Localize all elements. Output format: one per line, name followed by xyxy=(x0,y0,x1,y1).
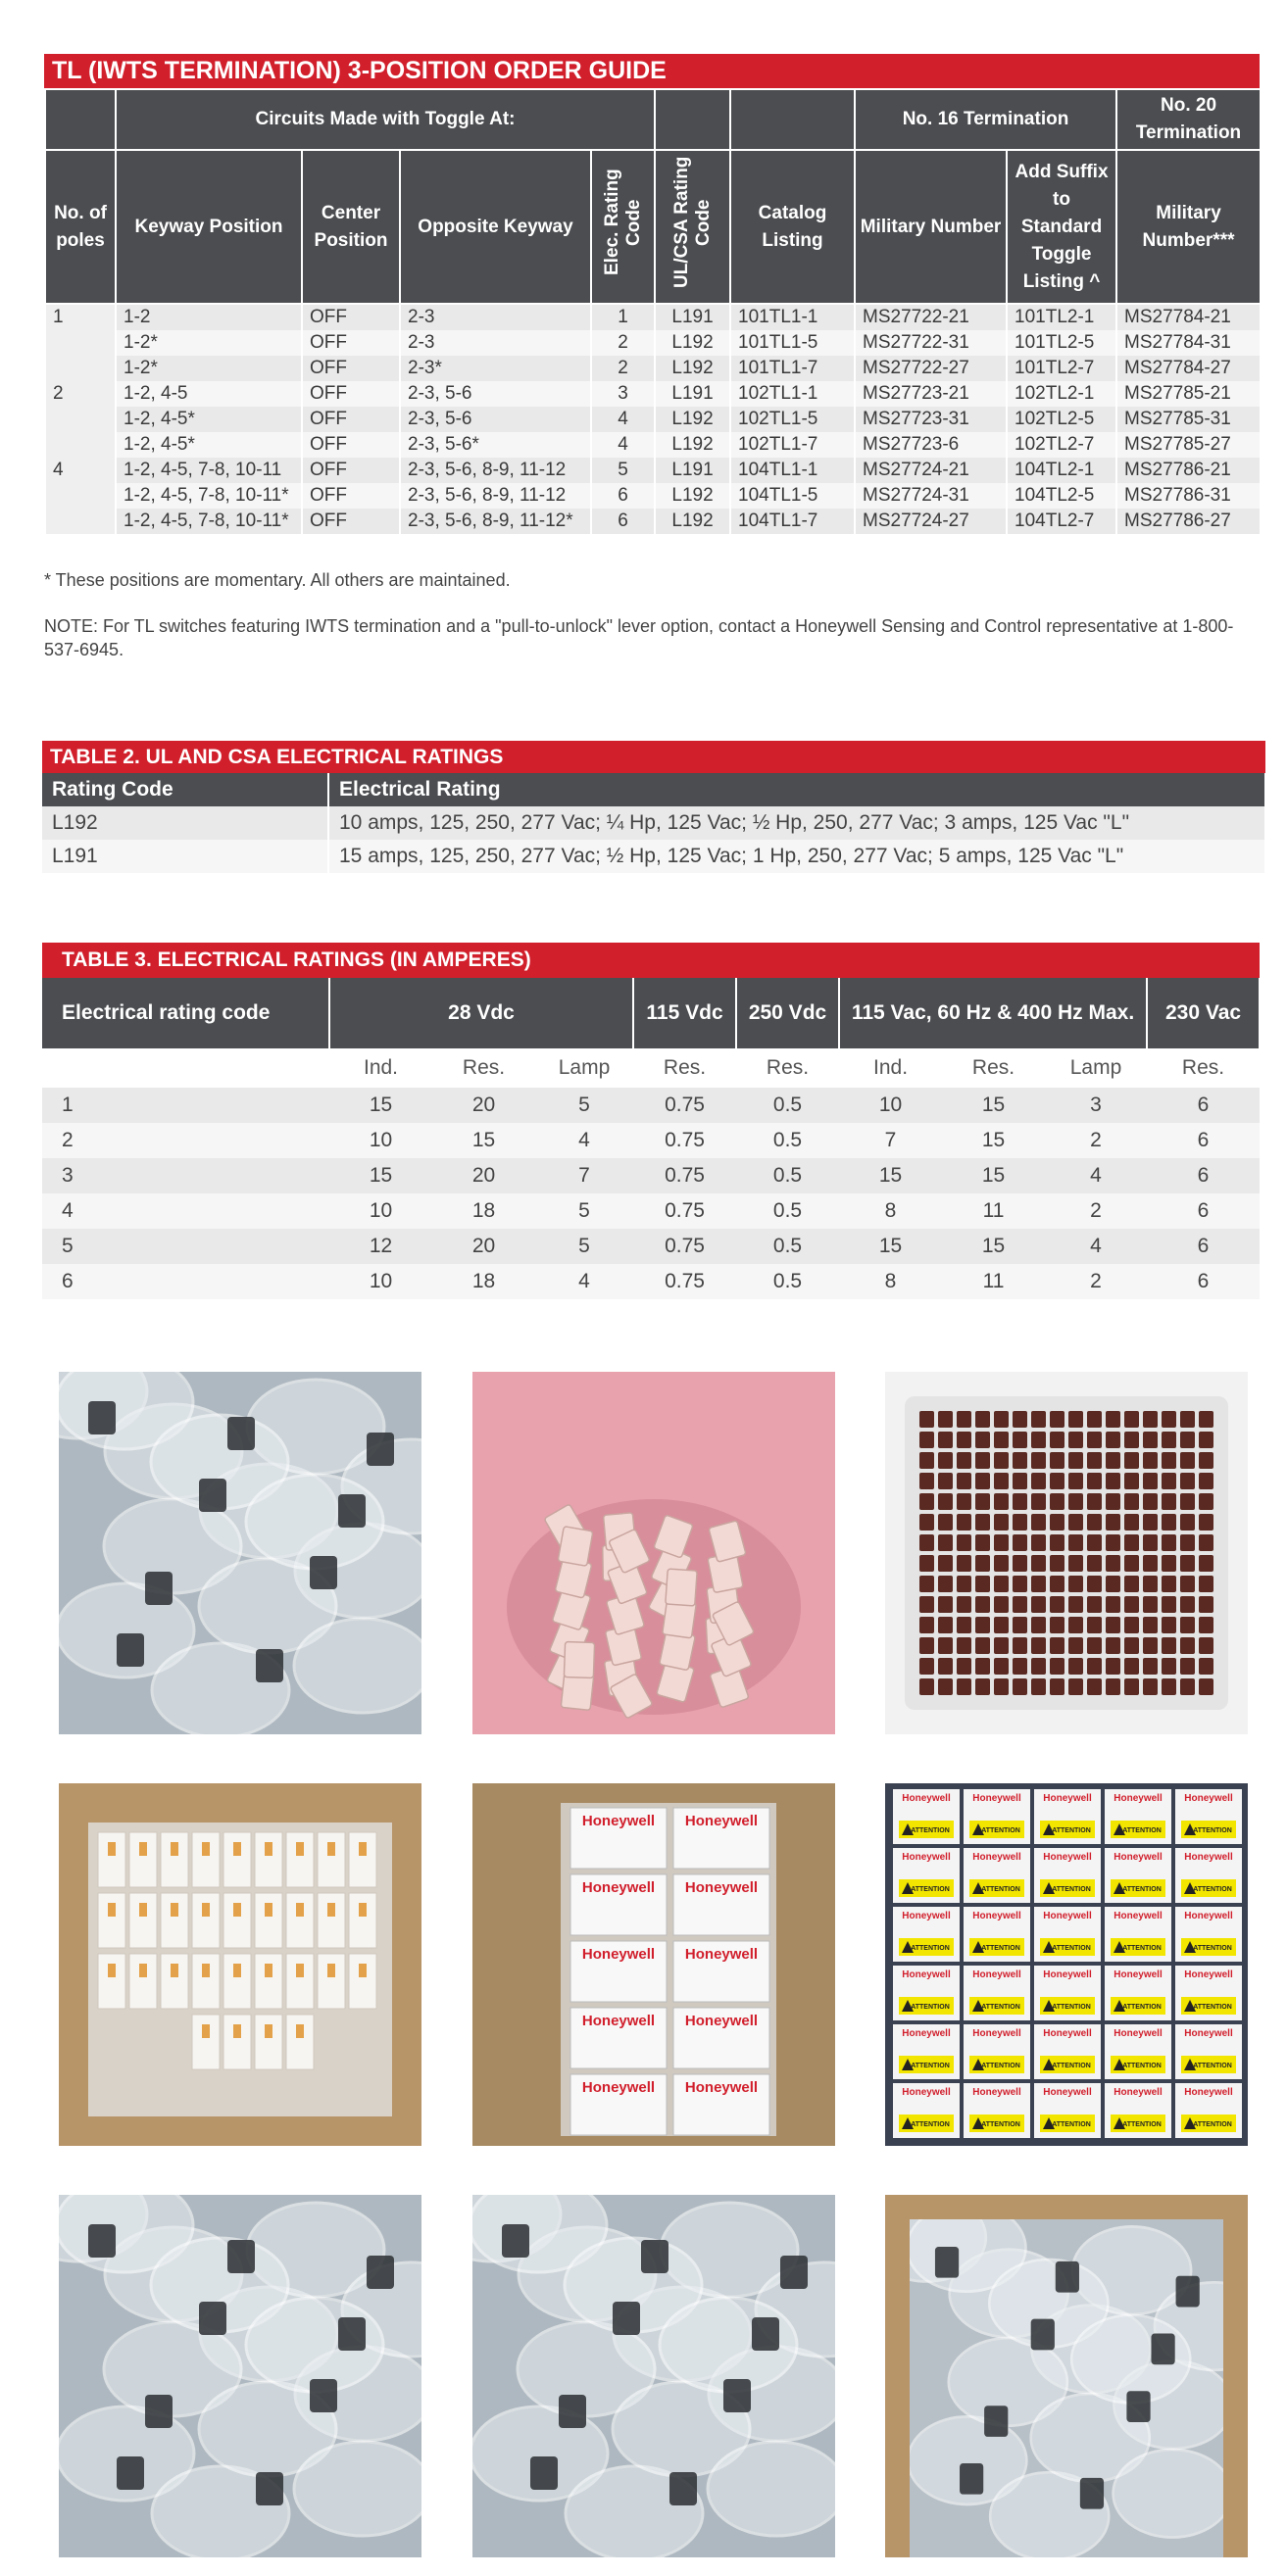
amperes-cell: 2 xyxy=(1045,1264,1147,1299)
photo-bagged-switches-1 xyxy=(59,1372,421,1734)
amperes-cell: 6 xyxy=(1147,1158,1260,1193)
svg-text:Honeywell: Honeywell xyxy=(581,2013,656,2029)
amperes-cell: 15 xyxy=(839,1229,942,1264)
elec-rating-cell: 2 xyxy=(591,330,655,356)
table-row xyxy=(42,1229,1260,1264)
svg-text:Honeywell: Honeywell xyxy=(1043,1911,1092,1921)
electrical-rating-cell: 10 amps, 125, 250, 277 Vac; ¼ Hp, 125 Vac; ½ Hp, 250, 277 Vac; 3 amps, 125 Vac "L" xyxy=(328,806,1265,840)
photo-white-boxes-carton xyxy=(59,1783,421,2146)
blank-header xyxy=(45,89,116,150)
svg-text:ATTENTION: ATTENTION xyxy=(1122,2063,1162,2069)
amperes-cell: 11 xyxy=(942,1193,1045,1229)
amperes-cell: 0.75 xyxy=(633,1158,736,1193)
elec-rating-cell: 4 xyxy=(591,432,655,458)
amperes-cell: 0.5 xyxy=(736,1123,839,1158)
ul-csa-ratings-table xyxy=(42,773,1266,873)
svg-text:Honeywell: Honeywell xyxy=(1184,1793,1233,1804)
subheader-cell: Res. xyxy=(633,1048,736,1088)
col-115vac: 115 Vac, 60 Hz & 400 Hz Max. xyxy=(839,978,1147,1048)
no20-group-header: No. 20 Termination xyxy=(1116,89,1261,150)
ul-csa-cell: L192 xyxy=(655,509,730,534)
amperes-cell: 6 xyxy=(1147,1264,1260,1299)
amperes-cell: 4 xyxy=(1045,1158,1147,1193)
rating-code-cell: 2 xyxy=(42,1123,329,1158)
svg-text:ATTENTION: ATTENTION xyxy=(911,1827,950,1834)
opposite-cell: 2-3, 5-6 xyxy=(400,407,591,432)
svg-text:ATTENTION: ATTENTION xyxy=(1122,2004,1162,2011)
svg-text:Honeywell: Honeywell xyxy=(1043,1852,1092,1863)
amperes-cell: 4 xyxy=(1045,1229,1147,1264)
svg-text:Honeywell: Honeywell xyxy=(1114,1969,1163,1980)
svg-text:Honeywell: Honeywell xyxy=(1184,1852,1233,1863)
table-row xyxy=(45,458,1261,483)
subheader-cell: Ind. xyxy=(329,1048,432,1088)
svg-text:Honeywell: Honeywell xyxy=(1184,2028,1233,2039)
keyway-cell: 1-2, 4-5, 7-8, 10-11 xyxy=(116,458,302,483)
elec-rating-cell: 4 xyxy=(591,407,655,432)
ul-csa-cell: L192 xyxy=(655,330,730,356)
suffix-cell: 104TL2-5 xyxy=(1007,483,1116,509)
opposite-cell: 2-3 xyxy=(400,304,591,330)
svg-text:Honeywell: Honeywell xyxy=(1114,2087,1163,2098)
military20-cell: MS27785-21 xyxy=(1116,381,1261,407)
elec-rating-cell: 6 xyxy=(591,483,655,509)
amperes-cell: 0.75 xyxy=(633,1229,736,1264)
subheader-cell: Ind. xyxy=(839,1048,942,1088)
col-250vdc: 250 Vdc xyxy=(736,978,839,1048)
svg-text:Honeywell: Honeywell xyxy=(902,2028,951,2039)
center-cell: OFF xyxy=(302,356,400,381)
col-suffix: Add Suffix to Standard Toggle Listing ^ xyxy=(1007,150,1116,304)
col-electrical-rating: Electrical Rating xyxy=(328,773,1265,806)
suffix-cell: 104TL2-1 xyxy=(1007,458,1116,483)
svg-text:ATTENTION: ATTENTION xyxy=(981,1827,1020,1834)
svg-text:ATTENTION: ATTENTION xyxy=(911,1945,950,1952)
svg-text:ATTENTION: ATTENTION xyxy=(1052,1945,1091,1952)
military16-cell: MS27723-21 xyxy=(855,381,1007,407)
amperes-cell: 0.75 xyxy=(633,1193,736,1229)
suffix-cell: 101TL2-5 xyxy=(1007,330,1116,356)
ul-csa-cell: L191 xyxy=(655,458,730,483)
svg-text:ATTENTION: ATTENTION xyxy=(911,2063,950,2069)
svg-text:ATTENTION: ATTENTION xyxy=(1193,2004,1232,2011)
amperes-cell: 20 xyxy=(432,1088,535,1123)
svg-text:Honeywell: Honeywell xyxy=(581,1946,656,1963)
military16-cell: MS27724-27 xyxy=(855,509,1007,534)
amperes-cell: 15 xyxy=(942,1229,1045,1264)
blank-header xyxy=(730,89,855,150)
keyway-cell: 1-2 xyxy=(116,304,302,330)
table-row xyxy=(45,407,1261,432)
rating-code-cell: 6 xyxy=(42,1264,329,1299)
rating-code-cell: L191 xyxy=(42,840,328,873)
ul-csa-cell: L191 xyxy=(655,304,730,330)
svg-text:ATTENTION: ATTENTION xyxy=(981,2063,1020,2069)
amperes-cell: 0.75 xyxy=(633,1264,736,1299)
suffix-cell: 104TL2-7 xyxy=(1007,509,1116,534)
svg-text:Honeywell: Honeywell xyxy=(1043,1969,1092,1980)
svg-text:Honeywell: Honeywell xyxy=(684,1813,759,1829)
subheader-cell: Res. xyxy=(942,1048,1045,1088)
svg-text:ATTENTION: ATTENTION xyxy=(911,2121,950,2128)
poles-cell: 4 xyxy=(45,458,116,534)
svg-text:Honeywell: Honeywell xyxy=(972,1852,1021,1863)
catalog-cell: 104TL1-1 xyxy=(730,458,855,483)
catalog-cell: 101TL1-5 xyxy=(730,330,855,356)
amperes-cell: 6 xyxy=(1147,1123,1260,1158)
catalog-cell: 102TL1-5 xyxy=(730,407,855,432)
svg-text:ATTENTION: ATTENTION xyxy=(1052,2004,1091,2011)
table-row xyxy=(42,1193,1260,1229)
amperes-cell: 6 xyxy=(1147,1229,1260,1264)
table-row xyxy=(45,483,1261,509)
military20-cell: MS27785-31 xyxy=(1116,407,1261,432)
col-military16: Military Number xyxy=(855,150,1007,304)
svg-text:ATTENTION: ATTENTION xyxy=(911,1886,950,1893)
svg-text:ATTENTION: ATTENTION xyxy=(1193,1945,1232,1952)
military16-cell: MS27723-6 xyxy=(855,432,1007,458)
table-row xyxy=(42,840,1265,873)
table-row xyxy=(42,1158,1260,1193)
photo-brown-relay-tray xyxy=(885,1372,1248,1734)
ul-csa-cell: L192 xyxy=(655,356,730,381)
order-guide-table xyxy=(44,88,1262,534)
svg-text:Honeywell: Honeywell xyxy=(1114,2028,1163,2039)
amperes-cell: 5 xyxy=(535,1193,633,1229)
amperes-cell: 18 xyxy=(432,1264,535,1299)
rating-code-cell: 4 xyxy=(42,1193,329,1229)
opposite-cell: 2-3, 5-6* xyxy=(400,432,591,458)
svg-text:Honeywell: Honeywell xyxy=(902,1852,951,1863)
center-cell: OFF xyxy=(302,304,400,330)
photo-pink-connectors xyxy=(472,1372,835,1734)
photo-bagged-switches-3 xyxy=(472,2195,835,2557)
svg-text:Honeywell: Honeywell xyxy=(1114,1911,1163,1921)
table-row xyxy=(45,509,1261,534)
table-row xyxy=(42,1088,1260,1123)
keyway-cell: 1-2* xyxy=(116,330,302,356)
svg-text:Honeywell: Honeywell xyxy=(581,1813,656,1829)
military20-cell: MS27786-27 xyxy=(1116,509,1261,534)
amperes-cell: 15 xyxy=(942,1158,1045,1193)
svg-text:ATTENTION: ATTENTION xyxy=(1193,1827,1232,1834)
svg-text:Honeywell: Honeywell xyxy=(972,1969,1021,1980)
suffix-cell: 101TL2-1 xyxy=(1007,304,1116,330)
keyway-cell: 1-2, 4-5, 7-8, 10-11* xyxy=(116,483,302,509)
rating-code-cell: L192 xyxy=(42,806,328,840)
amperes-cell: 0.75 xyxy=(633,1123,736,1158)
center-cell: OFF xyxy=(302,381,400,407)
amperes-cell: 8 xyxy=(839,1264,942,1299)
svg-text:Honeywell: Honeywell xyxy=(1114,1793,1163,1804)
col-keyway: Keyway Position xyxy=(116,150,302,304)
military16-cell: MS27722-31 xyxy=(855,330,1007,356)
amperes-cell: 0.5 xyxy=(736,1158,839,1193)
subheader-cell: Res. xyxy=(432,1048,535,1088)
svg-text:ATTENTION: ATTENTION xyxy=(1193,1886,1232,1893)
amperes-cell: 8 xyxy=(839,1193,942,1229)
svg-text:Honeywell: Honeywell xyxy=(902,1911,951,1921)
electrical-rating-cell: 15 amps, 125, 250, 277 Vac; ½ Hp, 125 Vac; 1 Hp, 250, 277 Vac; 5 amps, 125 Vac "L" xyxy=(328,840,1265,873)
amperes-cell: 15 xyxy=(942,1088,1045,1123)
col-elec-rating: Elec. Rating Code xyxy=(591,150,655,304)
col-ul-csa: UL/CSA Rating Code xyxy=(655,150,730,304)
amperes-cell: 20 xyxy=(432,1229,535,1264)
center-cell: OFF xyxy=(302,432,400,458)
catalog-cell: 102TL1-1 xyxy=(730,381,855,407)
svg-text:ATTENTION: ATTENTION xyxy=(1122,1886,1162,1893)
table-row xyxy=(42,1264,1260,1299)
rating-code-cell: 3 xyxy=(42,1158,329,1193)
opposite-cell: 2-3, 5-6, 8-9, 11-12 xyxy=(400,483,591,509)
keyway-cell: 1-2, 4-5 xyxy=(116,381,302,407)
svg-text:Honeywell: Honeywell xyxy=(684,2013,759,2029)
amperes-cell: 5 xyxy=(535,1229,633,1264)
table3-title: TABLE 3. ELECTRICAL RATINGS (IN AMPERES) xyxy=(42,943,1260,978)
ul-csa-cell: L192 xyxy=(655,483,730,509)
electrical-ratings-body xyxy=(42,1048,1260,1299)
pull-to-unlock-note: NOTE: For TL switches featuring IWTS termination and a "pull-to-unlock" lever option, contact a Honeywell Sensing and Control representative at 1-800-537-6945. xyxy=(44,616,1234,659)
military16-cell: MS27724-31 xyxy=(855,483,1007,509)
center-cell: OFF xyxy=(302,458,400,483)
col-military20: Military Number*** xyxy=(1116,150,1261,304)
photo-bagged-switches-carton xyxy=(885,2195,1248,2557)
keyway-cell: 1-2, 4-5* xyxy=(116,407,302,432)
center-cell: OFF xyxy=(302,407,400,432)
svg-text:Honeywell: Honeywell xyxy=(902,1969,951,1980)
svg-text:Honeywell: Honeywell xyxy=(581,1879,656,1896)
svg-text:Honeywell: Honeywell xyxy=(1043,2028,1092,2039)
amperes-cell: 10 xyxy=(329,1123,432,1158)
amperes-cell: 15 xyxy=(432,1123,535,1158)
opposite-cell: 2-3, 5-6, 8-9, 11-12 xyxy=(400,458,591,483)
suffix-cell: 101TL2-7 xyxy=(1007,356,1116,381)
svg-text:ATTENTION: ATTENTION xyxy=(1052,1886,1091,1893)
military16-cell: MS27722-21 xyxy=(855,304,1007,330)
col-230vac: 230 Vac xyxy=(1147,978,1260,1048)
subheader-cell xyxy=(42,1048,329,1088)
svg-text:Honeywell: Honeywell xyxy=(972,2087,1021,2098)
svg-text:ATTENTION: ATTENTION xyxy=(911,2004,950,2011)
center-cell: OFF xyxy=(302,330,400,356)
svg-text:Honeywell: Honeywell xyxy=(1114,1852,1163,1863)
ul-csa-cell: L192 xyxy=(655,432,730,458)
ul-csa-cell: L192 xyxy=(655,407,730,432)
col-center: Center Position xyxy=(302,150,400,304)
opposite-cell: 2-3 xyxy=(400,330,591,356)
center-cell: OFF xyxy=(302,509,400,534)
svg-text:ATTENTION: ATTENTION xyxy=(1193,2063,1232,2069)
suffix-cell: 102TL2-5 xyxy=(1007,407,1116,432)
amperes-cell: 0.5 xyxy=(736,1229,839,1264)
subheader-cell: Res. xyxy=(1147,1048,1260,1088)
svg-text:Honeywell: Honeywell xyxy=(684,2079,759,2096)
col-opposite: Opposite Keyway xyxy=(400,150,591,304)
electrical-ratings-amperes-table xyxy=(42,978,1261,1299)
col-rating-code: Rating Code xyxy=(42,773,328,806)
svg-text:ATTENTION: ATTENTION xyxy=(1052,1827,1091,1834)
amperes-cell: 7 xyxy=(535,1158,633,1193)
svg-text:Honeywell: Honeywell xyxy=(1043,1793,1092,1804)
no16-group-header: No. 16 Termination xyxy=(855,89,1116,150)
amperes-cell: 7 xyxy=(839,1123,942,1158)
svg-text:Honeywell: Honeywell xyxy=(1043,2087,1092,2098)
elec-rating-cell: 3 xyxy=(591,381,655,407)
opposite-cell: 2-3, 5-6, 8-9, 11-12* xyxy=(400,509,591,534)
svg-text:Honeywell: Honeywell xyxy=(684,1946,759,1963)
subheader-cell: Lamp xyxy=(535,1048,633,1088)
subheader-cell: Res. xyxy=(736,1048,839,1088)
rating-code-cell: 5 xyxy=(42,1229,329,1264)
suffix-cell: 102TL2-1 xyxy=(1007,381,1116,407)
svg-text:ATTENTION: ATTENTION xyxy=(1122,1827,1162,1834)
svg-text:ATTENTION: ATTENTION xyxy=(981,1886,1020,1893)
table1-title: TL (IWTS TERMINATION) 3-POSITION ORDER GUIDE xyxy=(44,54,1260,88)
table-row xyxy=(45,304,1261,330)
amperes-cell: 15 xyxy=(329,1088,432,1123)
military20-cell: MS27784-21 xyxy=(1116,304,1261,330)
amperes-cell: 12 xyxy=(329,1229,432,1264)
amperes-cell: 0.75 xyxy=(633,1088,736,1123)
elec-rating-cell: 6 xyxy=(591,509,655,534)
amperes-cell: 15 xyxy=(329,1158,432,1193)
table-row xyxy=(45,432,1261,458)
svg-text:ATTENTION: ATTENTION xyxy=(1193,2121,1232,2128)
table-row xyxy=(42,806,1265,840)
amperes-cell: 2 xyxy=(1045,1193,1147,1229)
svg-text:Honeywell: Honeywell xyxy=(1184,1969,1233,1980)
amperes-cell: 15 xyxy=(839,1158,942,1193)
amperes-cell: 4 xyxy=(535,1264,633,1299)
col-115vdc: 115 Vdc xyxy=(633,978,736,1048)
military20-cell: MS27784-27 xyxy=(1116,356,1261,381)
photo-honeywell-warning-boxes xyxy=(885,1783,1248,2146)
svg-text:Honeywell: Honeywell xyxy=(684,1879,759,1896)
svg-text:Honeywell: Honeywell xyxy=(1184,2087,1233,2098)
svg-text:Honeywell: Honeywell xyxy=(972,1793,1021,1804)
table-row xyxy=(45,356,1261,381)
elec-rating-cell: 1 xyxy=(591,304,655,330)
amperes-cell: 0.5 xyxy=(736,1088,839,1123)
opposite-cell: 2-3* xyxy=(400,356,591,381)
photo-bagged-switches-2 xyxy=(59,2195,421,2557)
catalog-cell: 101TL1-7 xyxy=(730,356,855,381)
svg-text:ATTENTION: ATTENTION xyxy=(981,2004,1020,2011)
svg-text:ATTENTION: ATTENTION xyxy=(1052,2121,1091,2128)
amperes-cell: 0.5 xyxy=(736,1193,839,1229)
table-row xyxy=(45,381,1261,407)
amperes-cell: 5 xyxy=(535,1088,633,1123)
amperes-cell: 20 xyxy=(432,1158,535,1193)
amperes-cell: 3 xyxy=(1045,1088,1147,1123)
circuits-group-header: Circuits Made with Toggle At: xyxy=(116,89,655,150)
amperes-cell: 6 xyxy=(1147,1088,1260,1123)
svg-text:Honeywell: Honeywell xyxy=(1184,1911,1233,1921)
catalog-cell: 101TL1-1 xyxy=(730,304,855,330)
amperes-cell: 0.5 xyxy=(736,1264,839,1299)
col-rating-code: Electrical rating code xyxy=(42,978,329,1048)
catalog-cell: 104TL1-7 xyxy=(730,509,855,534)
subheader-row xyxy=(42,1048,1260,1088)
elec-rating-cell: 5 xyxy=(591,458,655,483)
suffix-cell: 102TL2-7 xyxy=(1007,432,1116,458)
keyway-cell: 1-2, 4-5* xyxy=(116,432,302,458)
center-cell: OFF xyxy=(302,483,400,509)
military20-cell: MS27786-31 xyxy=(1116,483,1261,509)
elec-rating-cell: 2 xyxy=(591,356,655,381)
svg-text:ATTENTION: ATTENTION xyxy=(1052,2063,1091,2069)
col-28vdc: 28 Vdc xyxy=(329,978,633,1048)
catalog-cell: 102TL1-7 xyxy=(730,432,855,458)
catalog-cell: 104TL1-5 xyxy=(730,483,855,509)
amperes-cell: 10 xyxy=(839,1088,942,1123)
svg-text:Honeywell: Honeywell xyxy=(972,2028,1021,2039)
poles-cell: 2 xyxy=(45,381,116,458)
keyway-cell: 1-2, 4-5, 7-8, 10-11* xyxy=(116,509,302,534)
opposite-cell: 2-3, 5-6 xyxy=(400,381,591,407)
military20-cell: MS27784-31 xyxy=(1116,330,1261,356)
svg-text:Honeywell: Honeywell xyxy=(581,2079,656,2096)
svg-text:Honeywell: Honeywell xyxy=(902,1793,951,1804)
ul-csa-cell: L191 xyxy=(655,381,730,407)
col-catalog: Catalog Listing xyxy=(730,150,855,304)
amperes-cell: 11 xyxy=(942,1264,1045,1299)
order-guide-body xyxy=(45,304,1261,534)
amperes-cell: 15 xyxy=(942,1123,1045,1158)
keyway-cell: 1-2* xyxy=(116,356,302,381)
table2-title: TABLE 2. UL AND CSA ELECTRICAL RATINGS xyxy=(42,741,1265,773)
military16-cell: MS27723-31 xyxy=(855,407,1007,432)
amperes-cell: 18 xyxy=(432,1193,535,1229)
svg-text:Honeywell: Honeywell xyxy=(902,2087,951,2098)
svg-text:ATTENTION: ATTENTION xyxy=(1122,2121,1162,2128)
military20-cell: MS27786-21 xyxy=(1116,458,1261,483)
table-row xyxy=(42,1123,1260,1158)
military16-cell: MS27722-27 xyxy=(855,356,1007,381)
col-poles: No. of poles xyxy=(45,150,116,304)
table-row xyxy=(45,330,1261,356)
momentary-footnote: * These positions are momentary. All others are maintained. xyxy=(44,570,511,590)
svg-text:ATTENTION: ATTENTION xyxy=(981,1945,1020,1952)
amperes-cell: 10 xyxy=(329,1264,432,1299)
photo-honeywell-boxes-carton xyxy=(472,1783,835,2146)
blank-header xyxy=(655,89,730,150)
amperes-cell: 4 xyxy=(535,1123,633,1158)
military20-cell: MS27785-27 xyxy=(1116,432,1261,458)
svg-text:ATTENTION: ATTENTION xyxy=(1122,1945,1162,1952)
subheader-cell: Lamp xyxy=(1045,1048,1147,1088)
rating-code-cell: 1 xyxy=(42,1088,329,1123)
poles-cell: 1 xyxy=(45,304,116,381)
amperes-cell: 2 xyxy=(1045,1123,1147,1158)
amperes-cell: 6 xyxy=(1147,1193,1260,1229)
amperes-cell: 10 xyxy=(329,1193,432,1229)
military16-cell: MS27724-21 xyxy=(855,458,1007,483)
svg-text:Honeywell: Honeywell xyxy=(972,1911,1021,1921)
svg-text:ATTENTION: ATTENTION xyxy=(981,2121,1020,2128)
